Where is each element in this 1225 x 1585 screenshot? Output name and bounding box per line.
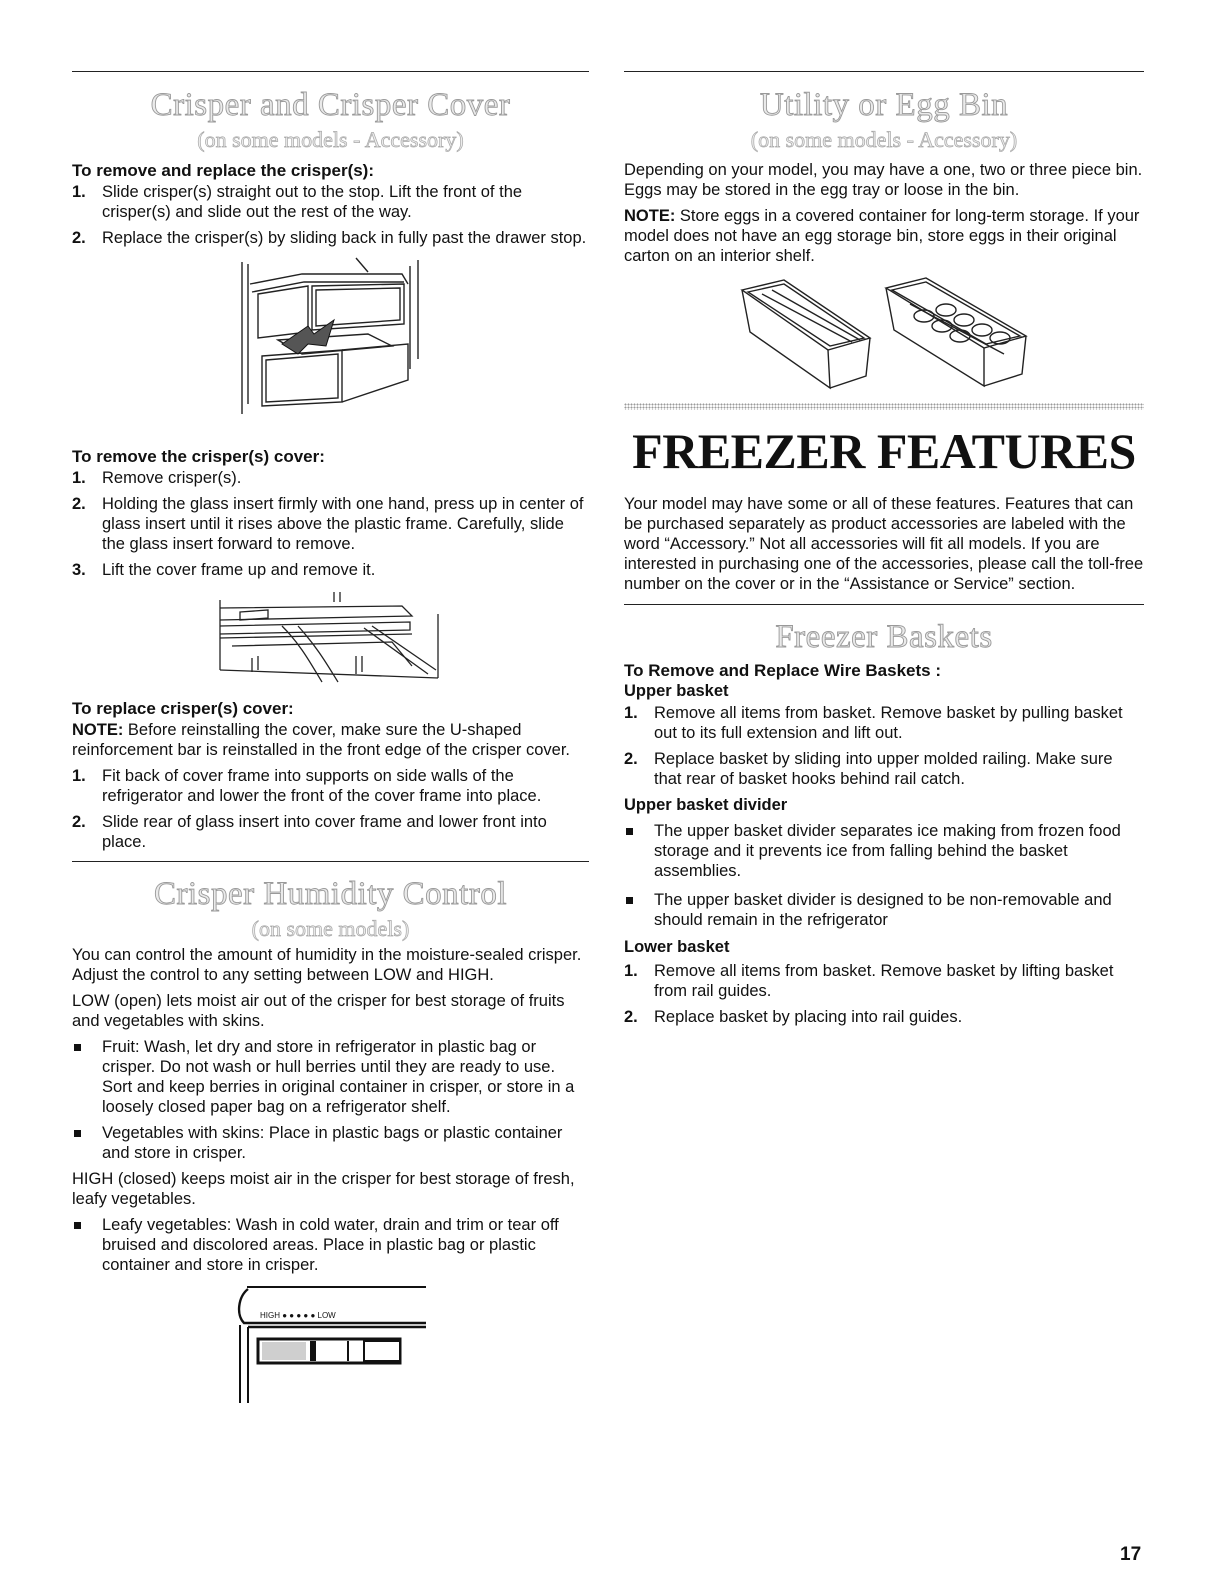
control-label-high: HIGH bbox=[260, 1311, 280, 1320]
freezer-intro: Your model may have some or all of these features. Features that can be purchased separately as product accessories are labeled with the word “Accessory.” Not all accessories will fit all models. If you are interested in purchasing one of the accessories, please call the toll-free number on the cover or in the “Assistance or Service” section. bbox=[624, 495, 1144, 593]
section-rule bbox=[72, 71, 589, 72]
list-item: 2. Slide rear of glass insert into cover frame and lower front into place. bbox=[72, 813, 547, 851]
humidity-subtitle: (on some models) bbox=[251, 916, 410, 941]
list-item: 2. Replace basket by sliding into upper molded railing. Make sure that rear of basket hooks behind rail catch. bbox=[624, 750, 1113, 788]
low-bullets bbox=[72, 1037, 589, 1163]
crisper-drawer-illustration bbox=[72, 254, 589, 434]
control-label-low: LOW bbox=[317, 1311, 336, 1320]
baskets-heading: To Remove and Replace Wire Baskets : bbox=[624, 661, 941, 680]
list-item: Leafy vegetables: Wash in cold water, drain and trim or tear off bruised and discolored areas. Place in plastic bag or plastic container and store in crisper. bbox=[72, 1215, 589, 1275]
left-column bbox=[72, 71, 589, 1405]
egg-bin-illustration bbox=[624, 276, 1144, 396]
list-item: 1. Remove all items from basket. Remove basket by pulling basket out to its full extension and lift out. bbox=[624, 704, 1123, 742]
crisper-subtitle: (on some models - Accessory) bbox=[197, 127, 464, 152]
utility-title: Utility or Egg Bin bbox=[759, 87, 1009, 123]
upper-basket-heading: Upper basket bbox=[624, 682, 729, 700]
section-rule bbox=[624, 71, 1144, 72]
list-item: 1. Fit back of cover frame into supports on side walls of the refrigerator and lower the front of the cover frame into place. bbox=[72, 767, 542, 805]
humidity-low-text: LOW (open) lets moist air out of the crisper for best storage of fruits and vegetables with skins. bbox=[72, 992, 565, 1030]
replace-cover-heading: To replace crisper(s) cover: bbox=[72, 699, 294, 718]
remove-replace-steps bbox=[72, 182, 589, 248]
crisper-cover-illustration bbox=[72, 586, 589, 686]
lower-basket-steps bbox=[624, 961, 1144, 1027]
baskets-title: Freezer Baskets bbox=[775, 619, 993, 655]
humidity-high-text: HIGH (closed) keeps moist air in the crisper for best storage of fresh, leafy vegetables. bbox=[72, 1170, 575, 1208]
list-item: 2. Replace basket by placing into rail guides. bbox=[624, 1008, 963, 1026]
list-item: 3. Lift the cover frame up and remove it. bbox=[72, 561, 376, 579]
freezer-features-title: FREEZER FEATURES bbox=[632, 423, 1136, 479]
section-divider bbox=[624, 403, 1144, 410]
list-item: Vegetables with skins: Place in plastic bags or plastic container and store in crisper. bbox=[72, 1123, 589, 1163]
high-bullets bbox=[72, 1215, 589, 1275]
scale-dots: ● ● ● ● ● bbox=[280, 1311, 318, 1320]
humidity-control-illustration bbox=[72, 1285, 589, 1405]
divider-heading: Upper basket divider bbox=[624, 796, 788, 814]
humidity-title: Crisper Humidity Control bbox=[154, 876, 507, 912]
list-item: Fruit: Wash, let dry and store in refrigerator in plastic bag or crisper. Do not wash or hull berries until they are ready to use. Sort and keep berries in original container in crisper, or store in a loosely closed paper bag on a refrigerator shelf. bbox=[72, 1037, 589, 1117]
divider-bullets bbox=[624, 821, 1144, 930]
humidity-scale bbox=[260, 1311, 336, 1320]
list-item: 2. Replace the crisper(s) by sliding back in fully past the drawer stop. bbox=[72, 229, 587, 247]
list-item: The upper basket divider separates ice making from frozen food storage and it prevents ice from falling behind the basket assemblies. bbox=[624, 821, 1144, 881]
list-item: 1. Remove crisper(s). bbox=[72, 469, 242, 487]
humidity-intro: You can control the amount of humidity in the moisture-sealed crisper. Adjust the control to any setting between LOW and HIGH. bbox=[72, 946, 582, 984]
lower-basket-heading: Lower basket bbox=[624, 938, 730, 956]
section-rule bbox=[624, 604, 1144, 605]
list-item: 1. Slide crisper(s) straight out to the stop. Lift the front of the crisper(s) and slide out the rest of the way. bbox=[72, 183, 523, 221]
utility-note: NOTE: Store eggs in a covered container for long-term storage. If your model does not have an egg storage bin, store eggs in their original carton on an interior shelf. bbox=[624, 207, 1140, 265]
remove-replace-heading: To remove and replace the crisper(s): bbox=[72, 161, 375, 180]
utility-text: Depending on your model, you may have a one, two or three piece bin. Eggs may be stored in the egg tray or loose in the bin. bbox=[624, 161, 1143, 199]
page-number: 17 bbox=[1120, 1544, 1142, 1565]
upper-basket-steps bbox=[624, 703, 1144, 789]
list-item: 1. Remove all items from basket. Remove basket by lifting basket from rail guides. bbox=[624, 962, 1114, 1000]
remove-cover-heading: To remove the crisper(s) cover: bbox=[72, 447, 325, 466]
replace-cover-steps bbox=[72, 766, 589, 852]
remove-cover-steps bbox=[72, 468, 589, 580]
list-item: The upper basket divider is designed to be non-removable and should remain in the refrigerator bbox=[624, 890, 1144, 930]
utility-subtitle: (on some models - Accessory) bbox=[750, 127, 1018, 152]
list-item: 2. Holding the glass insert firmly with one hand, press up in center of glass insert until it rises above the plastic frame. Carefully, slide the glass insert forward to remove. bbox=[72, 495, 584, 553]
right-column bbox=[624, 71, 1144, 1027]
replace-cover-note: NOTE: Before reinstalling the cover, make sure the U-shaped reinforcement bar is reinstalled in the front edge of the crisper cover. bbox=[72, 721, 571, 759]
crisper-title: Crisper and Crisper Cover bbox=[150, 87, 511, 123]
section-rule bbox=[72, 861, 589, 862]
